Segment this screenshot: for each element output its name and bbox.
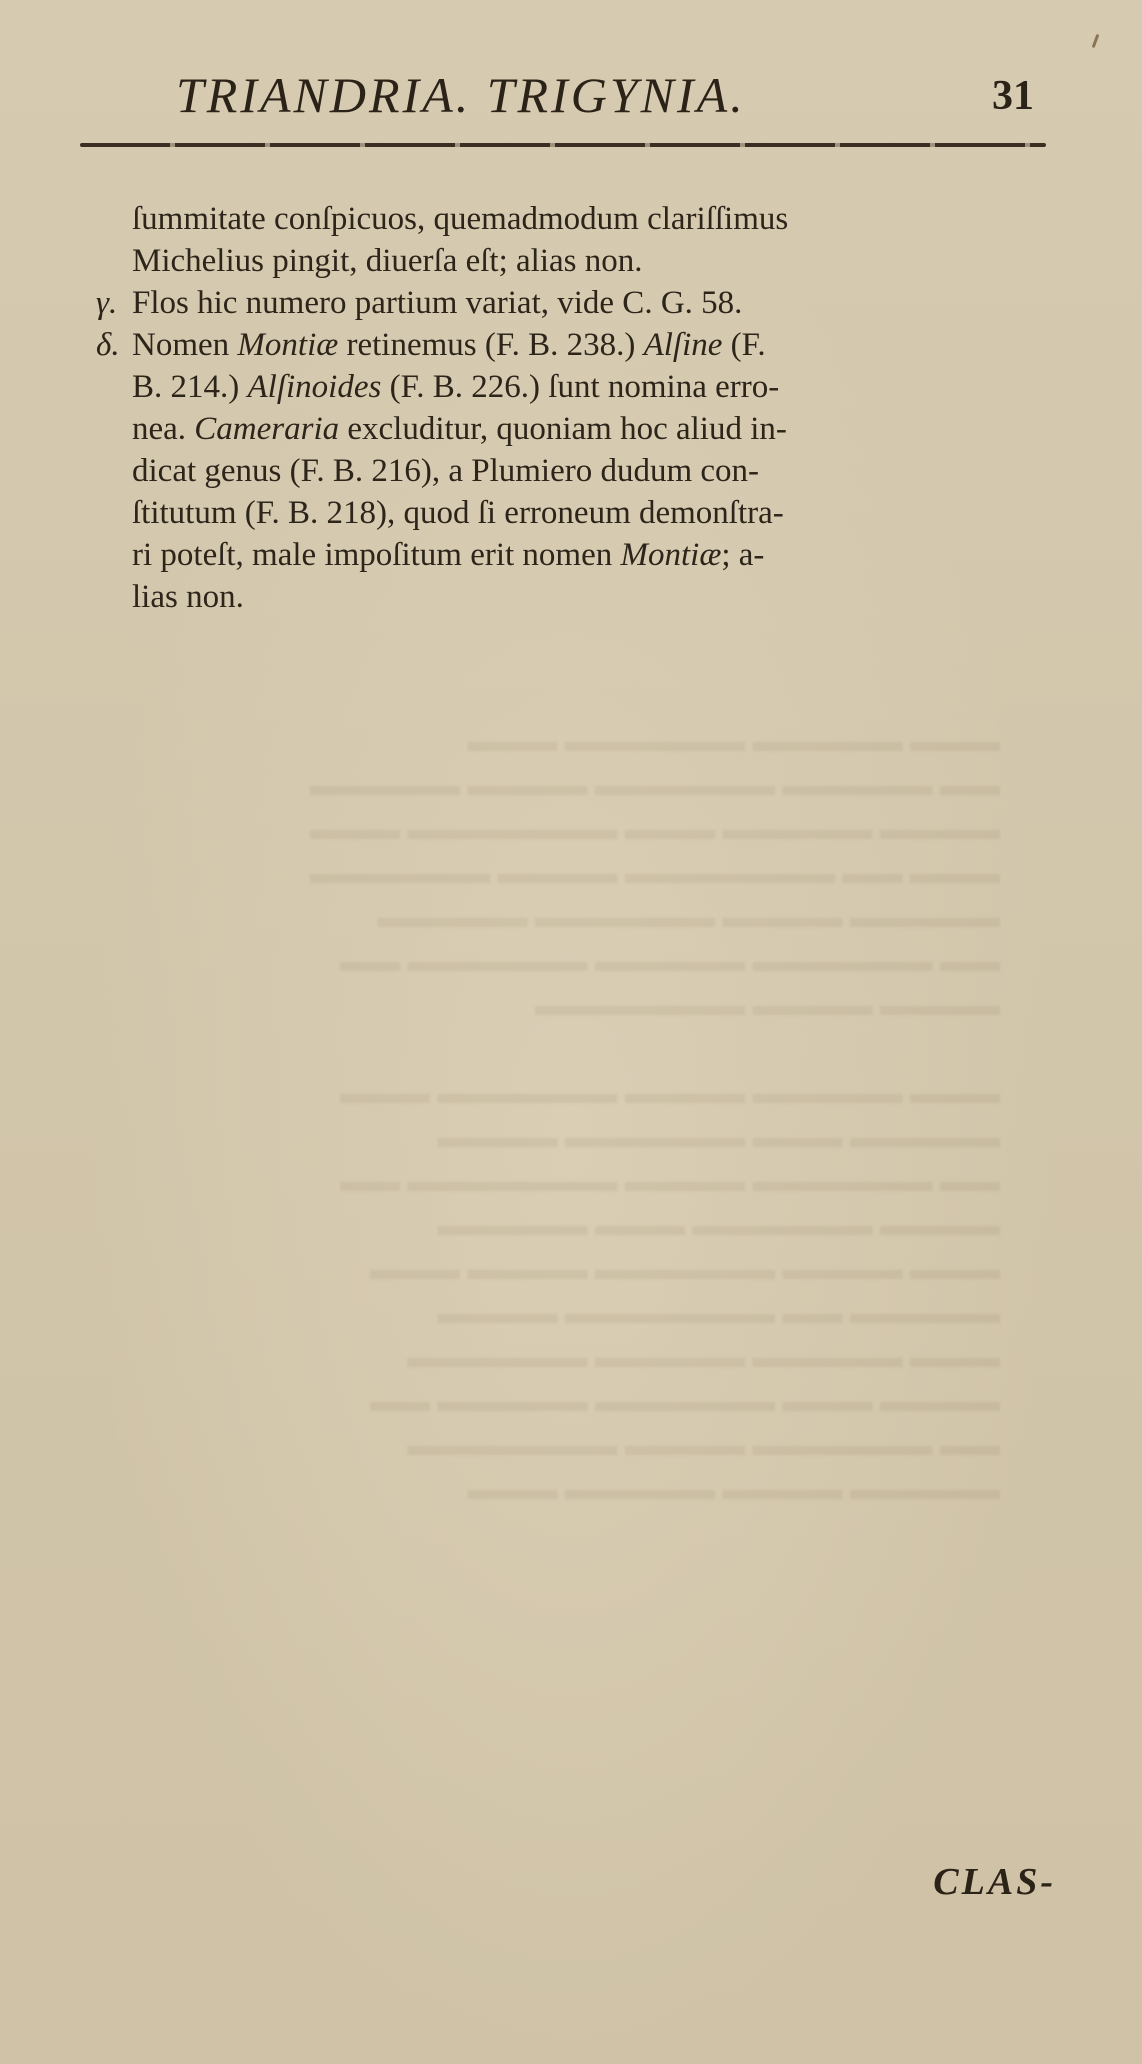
- bleed-through-texture: ▬▬▬ ▬▬▬▬▬ ▬▬▬▬▬▬ ▬▬▬ ▬▬ ▬▬▬▬▬ ▬▬▬▬▬▬ ▬▬▬▬ ▬▬▬▬▬ ▬▬▬▬ ▬▬▬▬▬ ▬▬▬ ▬▬▬▬▬▬▬ ▬▬▬ ▬▬▬ ▬▬ ▬▬▬▬▬▬▬ ▬▬▬▬ ▬▬▬▬▬▬ ▬▬▬▬▬ ▬▬▬▬ ▬▬▬▬▬▬ ▬▬▬▬▬ ▬▬ ▬▬▬▬▬▬ ▬▬▬▬▬ ▬▬▬▬▬▬ ▬▬ ▬▬▬▬ ▬▬▬▬ ▬▬▬▬▬▬▬ ▬▬▬ ▬▬▬▬▬ ▬▬▬▬ ▬▬▬▬▬▬ ▬▬▬ ▬▬▬▬▬ ▬▬▬ ▬▬▬▬▬▬ ▬▬▬▬ ▬▬ ▬▬▬▬▬▬ ▬▬▬▬ ▬▬▬▬▬▬▬ ▬▬ ▬▬▬▬ ▬▬▬▬▬▬ ▬▬▬ ▬▬▬▬▬ ▬▬▬ ▬▬▬▬ ▬▬▬▬▬▬ ▬▬▬▬ ▬▬▬ ▬▬▬▬▬ ▬▬ ▬▬▬▬▬▬▬ ▬▬▬▬ ▬▬▬ ▬▬▬▬▬ ▬▬▬▬▬ ▬▬▬▬▬▬ ▬▬▬▬ ▬▬▬ ▬▬▬▬▬▬ ▬▬▬▬▬ ▬▬ ▬▬ ▬▬▬▬▬▬ ▬▬▬▬ ▬▬▬▬▬▬▬ ▬▬▬▬▬ ▬▬▬▬ ▬▬▬▬▬ ▬▬▬: [310, 725, 1000, 1506]
- text-segment: ri poteſt, male impoſitum erit nomen: [132, 537, 621, 573]
- text-segment: Flos hic numero partium variat, vide C. G. 58.: [132, 285, 743, 321]
- italic-term: Cameraria: [194, 411, 340, 447]
- text-segment: (F.: [722, 327, 766, 363]
- text-segment: dicat genus (F. B. 216), a Plumiero dudum con-: [132, 453, 760, 489]
- text-segment: nea.: [132, 411, 195, 447]
- text-line: [132, 198, 1052, 240]
- header-rule: [80, 143, 1046, 147]
- text-segment: ſummitate conſpicuos, quemadmodum clariſſimus: [132, 201, 789, 237]
- paragraph-marker: δ.: [96, 327, 120, 363]
- text-line: [132, 492, 1052, 534]
- text-segment: B. 214.): [132, 369, 248, 405]
- text-segment: Nomen: [132, 327, 238, 363]
- text-line: [96, 282, 1052, 324]
- ink-speck: [1092, 34, 1100, 48]
- catchword: CLAS-: [933, 1861, 1056, 1903]
- body-text: [96, 198, 1052, 618]
- text-segment: ; a-: [721, 537, 765, 573]
- page-number: 31: [992, 73, 1034, 119]
- italic-term: Montiæ: [237, 327, 339, 363]
- text-line: [132, 408, 1052, 450]
- text-line: [132, 534, 1052, 576]
- text-segment: lias non.: [132, 579, 244, 615]
- text-segment: retinemus (F. B. 238.): [338, 327, 644, 363]
- paragraph-marker: γ.: [96, 285, 118, 321]
- text-segment: (F. B. 226.) ſunt nomina erro-: [381, 369, 780, 405]
- italic-term: Alſinoides: [247, 369, 382, 405]
- text-line: [132, 576, 1052, 618]
- text-segment: Michelius pingit, diuerſa eſt; alias non.: [132, 243, 643, 279]
- running-head: TRIANDRIA. TRIGYNIA.: [176, 67, 746, 123]
- text-segment: ſtitutum (F. B. 218), quod ſi erroneum demonſtra-: [132, 495, 784, 531]
- italic-term: Alſine: [643, 327, 723, 363]
- text-line: [132, 366, 1052, 408]
- page-header: [76, 66, 1056, 126]
- text-line: [132, 240, 1052, 282]
- text-line: [132, 450, 1052, 492]
- text-line: [96, 324, 1052, 366]
- italic-term: Montiæ: [620, 537, 722, 573]
- text-segment: excluditur, quoniam hoc aliud in-: [339, 411, 787, 447]
